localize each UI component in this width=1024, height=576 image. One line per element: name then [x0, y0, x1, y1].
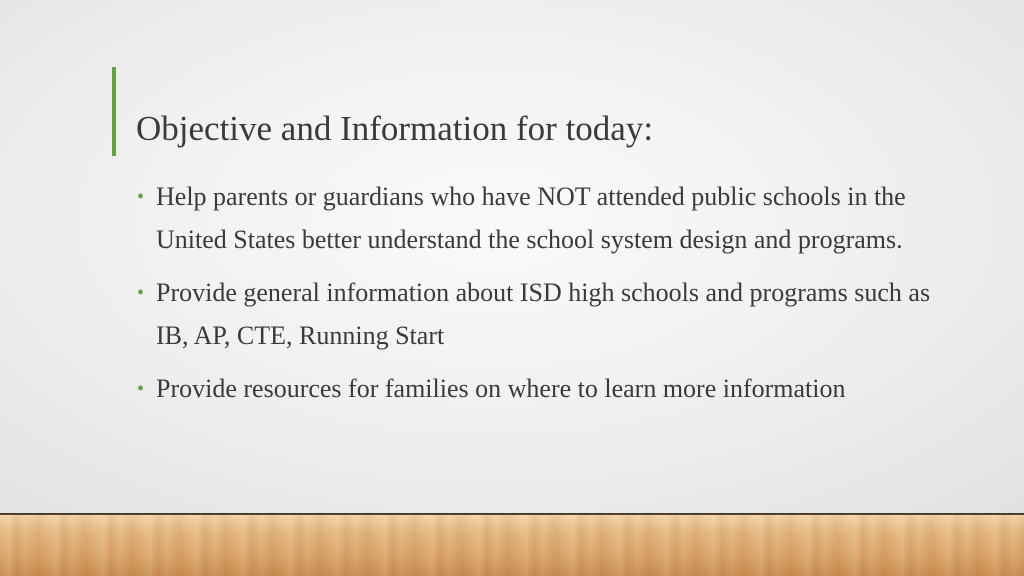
bullet-dot-icon: • — [137, 186, 145, 208]
wood-floor-decoration — [0, 515, 1024, 576]
bullet-text: Help parents or guardians who have NOT attended public schools in the United States better understand the school system design and programs. — [156, 182, 906, 254]
title-accent-bar — [112, 67, 116, 156]
bullet-item — [137, 176, 937, 261]
slide-title: Objective and Information for today: — [136, 109, 654, 148]
bullet-text: Provide general information about ISD high schools and programs such as IB, AP, CTE, Running Start — [156, 278, 931, 350]
bullet-item — [137, 368, 937, 411]
bullet-dot-icon: • — [137, 378, 145, 400]
bullet-item — [137, 272, 937, 357]
bullet-dot-icon: • — [137, 282, 145, 304]
bullet-list — [137, 176, 937, 422]
bullet-text: Provide resources for families on where to learn more information — [156, 374, 846, 403]
